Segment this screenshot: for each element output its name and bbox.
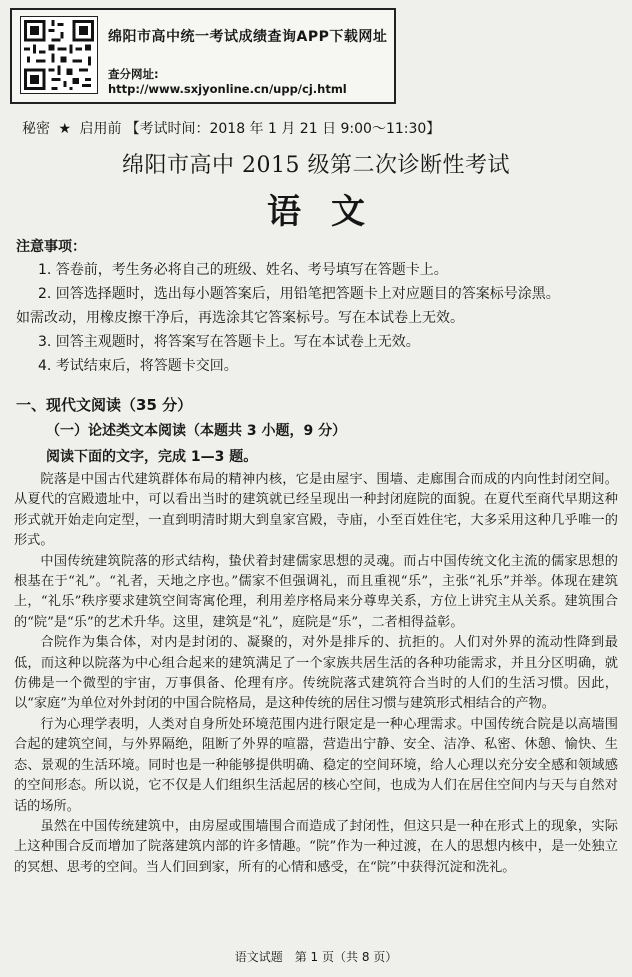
passage-paragraph: 合院作为集合体，对内是封闭的、凝聚的，对外是排斥的、抗拒的。人们对外界的流动性降到最低，而这种以院落为中心组合起来的建筑满足了一个家族共居生活的各种功能需求，并且分区明确，就仿佛是一个微型的宇宙，万事俱备、伦理有序。传统院落式建筑符合当时的人们的生活习惯。因此，以“家庭”为单位对外封闭的中国合院格局，是这种传统的居住习惯与建筑形式相结合的产物。 [14, 635, 618, 712]
passage-paragraph: 行为心理学表明，人类对自身所处环境范围内进行限定是一种心理需求。中国传统合院是以高墙围合起的建筑空间，与外界隔绝，阻断了外界的喧嚣，营造出宁静、安全、洁净、私密、休憩、愉快、生态、景观的生活环境。同时也是一种能够提供明确、稳定的空间环境，给人心理以充分安全感和领域感的空间形态。所以说，它不仅是人们组织生活起居的核心空间，也成为人们在居住空间内与天与自然对话的场所。 [14, 716, 618, 814]
notice-item: 4. 考试结束后，将答题卡交回。 [38, 358, 238, 374]
exam-title: 绵阳市高中 2015 级第二次诊断性考试 [122, 153, 510, 178]
passage-paragraph: 院落是中国古代建筑群体布局的精神内核，它是由屋宇、围墙、走廊围合而成的内向性封闭空间。从夏代的宫殿遗址中，可以看出当时的建筑就已经呈现出一种封闭庭院的面貌。在夏代至商代早期这种形式就开始走向定型，一直到明清时期大到皇家宫殿，寺庙，小至百姓住宅，大多采用这种几乎唯一的形式。 [14, 472, 618, 549]
section-subtitle: （一）论述类文本阅读（本题共 3 小题，9 分） [46, 423, 347, 439]
exam-time: 【考试时间：2018 年 1 月 21 日 9:00～11:30】 [125, 121, 441, 137]
section-title: 一、现代文阅读（35 分） [16, 396, 193, 414]
exam-info-line [22, 118, 444, 138]
notice-item: 2. 回答选择题时，选出每小题答案后，用铅笔把答题卡上对应题目的答案标号涂黑。 [38, 286, 560, 302]
notice-list [16, 258, 616, 378]
notice-item: 3. 回答主观题时，将答案写在答题卡上。写在本试卷上无效。 [38, 334, 420, 350]
notice-item: 1. 答卷前，考生务必将自己的班级、姓名、考号填写在答题卡上。 [38, 262, 448, 278]
notice-heading: 注意事项： [16, 239, 86, 255]
notice-item: 如需改动，用橡皮擦干净后，再选涂其它答案标号。写在本试卷上无效。 [16, 310, 464, 326]
status-label: 启用前 [79, 121, 122, 137]
passage-paragraph: 中国传统建筑院落的形式结构，蛰伏着封建儒家思想的灵魂。而占中国传统文化主流的儒家思想的根基在于“礼”。“礼者，天地之序也。”儒家不但强调礼，而且重视“乐”，主张“礼乐”并举。体现在建筑上，“礼乐”秩序要求建筑空间寄寓伦理，利用差序格局来分尊卑关系，方位上讲究主从关系。建筑围合的“院”是“乐”的艺术升华。这里，建筑是“礼”，庭院是“乐”，二者相得益彰。 [14, 553, 618, 630]
star-icon: ★ [58, 121, 72, 137]
section-instruction: 阅读下面的文字，完成 1—3 题。 [46, 449, 258, 465]
qr-code-icon [20, 16, 98, 94]
secret-mark: 秘密 [22, 121, 50, 137]
app-download-text: 绵阳市高中统一考试成绩查询APP下载网址 [108, 29, 388, 45]
score-query-url: 查分网址: http://www.sxjyonline.cn/upp/cj.html [108, 67, 347, 96]
subject-title: 语文 [267, 192, 395, 232]
download-info-box [10, 8, 396, 104]
page-footer: 语文试题 第 1 页（共 8 页） [234, 950, 398, 964]
reading-passage [14, 470, 618, 878]
passage-paragraph: 虽然在中国传统建筑中，由房屋或围墙围合而造成了封闭性，但这只是一种在形式上的现象，实际上这种围合反而增加了院落建筑内部的许多情趣。“院”作为一种过渡，在人的思想内核中，是一处独立的冥想、思考的空间。当人们回到家，所有的心情和感受，在“院”中获得沉淀和洗礼。 [14, 818, 618, 875]
